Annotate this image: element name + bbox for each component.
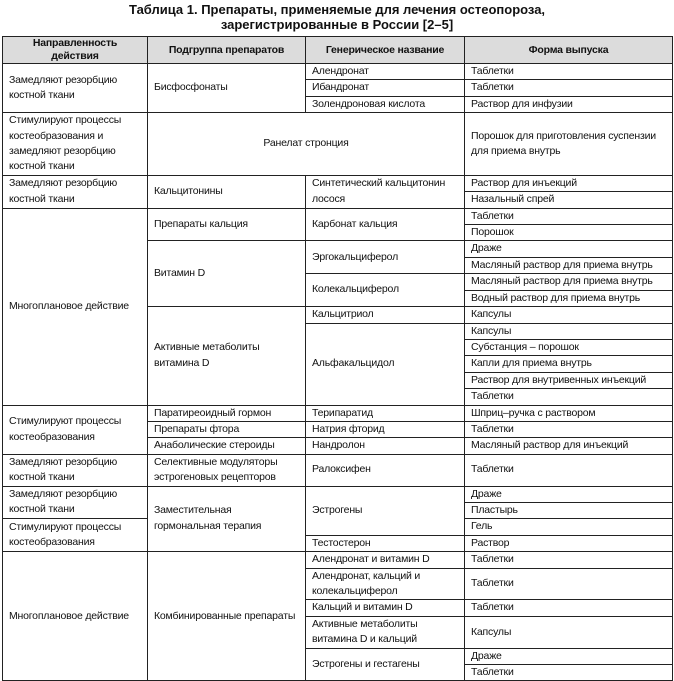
table-row bbox=[3, 113, 673, 176]
cell-generic: Кальцитриол bbox=[306, 307, 465, 323]
cell-form: Таблетки bbox=[465, 454, 673, 486]
cell-form: Таблетки bbox=[465, 552, 673, 568]
cell-form: Таблетки bbox=[465, 389, 673, 405]
cell-subgroup: Селективные модуляторы эстрогеновых рецепторов bbox=[148, 454, 306, 486]
cell-generic: Ибандронат bbox=[306, 80, 465, 96]
cell-subgroup: Паратиреоидный гормон bbox=[148, 405, 306, 421]
cell-form: Капли для приема внутрь bbox=[465, 356, 673, 372]
table-row bbox=[3, 486, 673, 502]
cell-form: Назальный спрей bbox=[465, 192, 673, 208]
cell-form: Масляный раствор для приема внутрь bbox=[465, 274, 673, 290]
cell-generic: Натрия фторид bbox=[306, 421, 465, 437]
cell-form: Порошок для приготовления суспензии для приема внутрь bbox=[465, 113, 673, 176]
cell-generic: Эстрогены bbox=[306, 486, 465, 535]
cell-subgroup: Заместительная гормональная терапия bbox=[148, 486, 306, 552]
table-caption bbox=[0, 2, 674, 32]
cell-generic: Кальций и витамин D bbox=[306, 600, 465, 616]
cell-form: Таблетки bbox=[465, 665, 673, 681]
cell-generic: Карбонат кальция bbox=[306, 208, 465, 241]
cell-generic: Золендроновая кислота bbox=[306, 96, 465, 112]
cell-form: Раствор для внутривенных инъекций bbox=[465, 372, 673, 388]
cell-form: Субстанция – порошок bbox=[465, 339, 673, 355]
cell-form: Пластырь bbox=[465, 502, 673, 518]
caption-line-2: зарегистрированные в России [2–5] bbox=[220, 17, 454, 32]
cell-form: Таблетки bbox=[465, 208, 673, 224]
cell-generic: Синтетический кальцитонин лосося bbox=[306, 175, 465, 208]
cell-subgroup: Анаболические стероиды bbox=[148, 438, 306, 454]
cell-generic: Альфакальцидол bbox=[306, 323, 465, 405]
cell-form: Таблетки bbox=[465, 64, 673, 80]
cell-form: Водный раствор для приема внутрь bbox=[465, 290, 673, 306]
table-row bbox=[3, 208, 673, 224]
cell-form: Капсулы bbox=[465, 616, 673, 648]
cell-form: Драже bbox=[465, 241, 673, 257]
cell-direction: Замедляют резорбцию костной ткани bbox=[3, 64, 148, 113]
cell-form: Порошок bbox=[465, 225, 673, 241]
cell-form: Раствор для инфузии bbox=[465, 96, 673, 112]
cell-form: Шприц–ручка с раствором bbox=[465, 405, 673, 421]
cell-direction: Многоплановое действие bbox=[3, 208, 148, 405]
cell-form: Гель bbox=[465, 519, 673, 535]
osteoporosis-drugs-table bbox=[2, 36, 673, 681]
header-generic: Генерическое название bbox=[306, 37, 465, 64]
cell-subgroup: Препараты фтора bbox=[148, 421, 306, 437]
caption-line-1: Таблица 1. Препараты, применяемые для лечения остеопороза, bbox=[128, 2, 546, 17]
cell-direction: Многоплановое действие bbox=[3, 552, 148, 681]
cell-form: Драже bbox=[465, 648, 673, 664]
cell-subgroup: Комбинированные препараты bbox=[148, 552, 306, 681]
header-direction: Направленность действия bbox=[3, 37, 148, 64]
cell-form: Таблетки bbox=[465, 80, 673, 96]
cell-direction: Стимулируют процессы костеобразования и замедляют резорбцию костной ткани bbox=[3, 113, 148, 176]
cell-subgroup: Витамин D bbox=[148, 241, 306, 307]
cell-form: Капсулы bbox=[465, 307, 673, 323]
cell-generic: Алендронат, кальций и колекальциферол bbox=[306, 568, 465, 600]
table-row bbox=[3, 454, 673, 486]
cell-form: Масляный раствор для приема внутрь bbox=[465, 257, 673, 273]
table-row bbox=[3, 405, 673, 421]
cell-direction: Замедляют резорбцию костной ткани bbox=[3, 175, 148, 208]
cell-form: Таблетки bbox=[465, 568, 673, 600]
cell-generic: Активные метаболиты витамина D и кальций bbox=[306, 616, 465, 648]
cell-form: Капсулы bbox=[465, 323, 673, 339]
header-row bbox=[3, 37, 673, 64]
cell-generic: Эстрогены и гестагены bbox=[306, 648, 465, 681]
cell-direction: Стимулируют процессы костеобразования bbox=[3, 405, 148, 454]
cell-generic: Эргокальциферол bbox=[306, 241, 465, 274]
header-form: Форма выпуска bbox=[465, 37, 673, 64]
cell-form: Таблетки bbox=[465, 421, 673, 437]
cell-generic: Терипаратид bbox=[306, 405, 465, 421]
cell-generic: Алендронат bbox=[306, 64, 465, 80]
cell-form: Раствор для инъекций bbox=[465, 175, 673, 191]
cell-subgroup: Кальцитонины bbox=[148, 175, 306, 208]
table-row bbox=[3, 175, 673, 191]
cell-form: Масляный раствор для инъекций bbox=[465, 438, 673, 454]
cell-generic: Тестостерон bbox=[306, 535, 465, 551]
cell-subgroup: Активные метаболиты витамина D bbox=[148, 307, 306, 405]
header-subgroup: Подгруппа препаратов bbox=[148, 37, 306, 64]
cell-generic: Нандролон bbox=[306, 438, 465, 454]
cell-direction: Замедляют резорбцию костной ткани bbox=[3, 486, 148, 519]
cell-subgroup: Бисфосфонаты bbox=[148, 64, 306, 113]
cell-form: Драже bbox=[465, 486, 673, 502]
cell-form: Раствор bbox=[465, 535, 673, 551]
cell-generic: Колекальциферол bbox=[306, 274, 465, 307]
cell-generic: Алендронат и витамин D bbox=[306, 552, 465, 568]
cell-subgroup: Ранелат стронция bbox=[148, 113, 465, 176]
cell-generic: Ралоксифен bbox=[306, 454, 465, 486]
table-row bbox=[3, 64, 673, 80]
cell-form: Таблетки bbox=[465, 600, 673, 616]
cell-subgroup: Препараты кальция bbox=[148, 208, 306, 241]
cell-direction: Стимулируют процессы костеобразования bbox=[3, 519, 148, 552]
table-row bbox=[3, 552, 673, 568]
cell-direction: Замедляют резорбцию костной ткани bbox=[3, 454, 148, 486]
